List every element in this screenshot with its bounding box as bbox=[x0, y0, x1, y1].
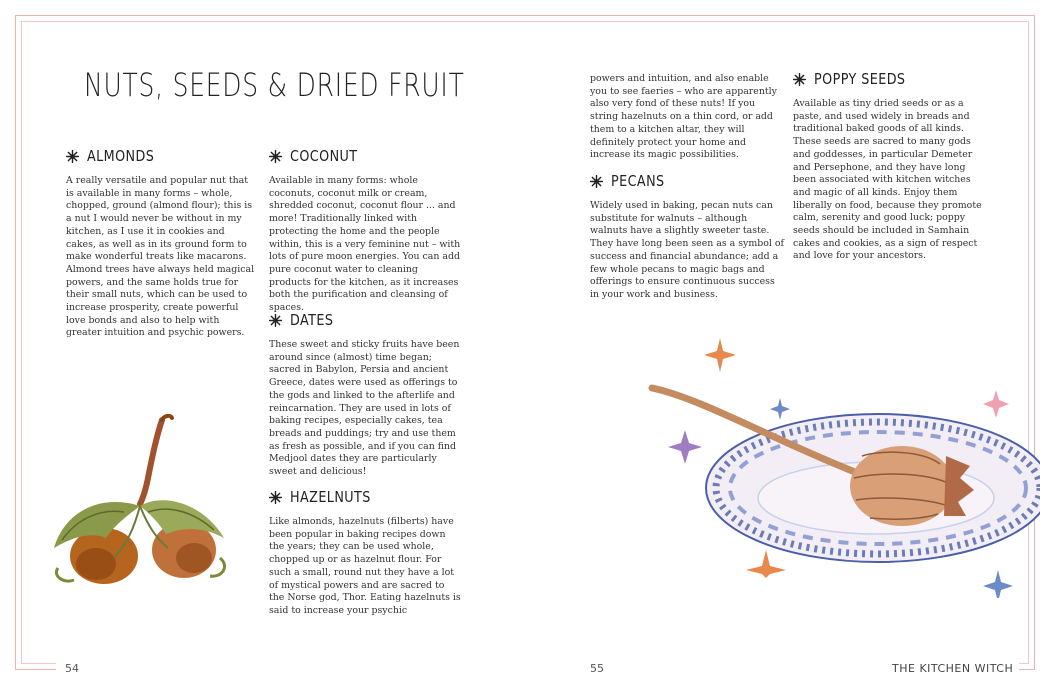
section-dates bbox=[269, 311, 461, 479]
page-number-left: 54 bbox=[60, 662, 84, 675]
section-title-coconut: COCONUT bbox=[290, 147, 358, 165]
section-body-hazelnuts-continued: powers and intuition, and also enable you to see faeries – who are apparently also very fond of these nuts! If you string hazelnuts on a thin cord, or add them to a kitchen altar, they will definitely protect your home and increase its magic possibilities. bbox=[590, 73, 777, 161]
footer-gap-left bbox=[56, 660, 596, 674]
section-pecans bbox=[590, 172, 785, 302]
hazelnut-illustration bbox=[44, 408, 234, 598]
section-body-hazelnuts: Like almonds, hazelnuts (filberts) have been popular in baking recipes down the years; they can be used whole, chopped up or as hazelnut flour. For such a small, round nut they have a lot of mystical powers and are sacred to the Norse god, Thor. Eating hazelnuts is said to increase your psychic bbox=[269, 516, 461, 616]
asterisk-star-icon bbox=[793, 73, 806, 86]
section-poppy-seeds bbox=[793, 70, 985, 263]
section-title-dates: DATES bbox=[290, 311, 334, 329]
section-body-pecans: Widely used in baking, pecan nuts can substitute for walnuts – although walnuts have a slightly sweeter taste. They have long been seen as a symbol of success and financial abundance; add a few whole pecans to magic bags and offerings to ensure continuous success in your work and business. bbox=[590, 200, 784, 300]
asterisk-star-icon bbox=[66, 150, 79, 163]
section-title-hazelnuts: HAZELNUTS bbox=[290, 488, 371, 506]
section-title-almonds: ALMONDS bbox=[87, 147, 155, 165]
section-almonds bbox=[66, 147, 256, 340]
section-body-coconut: Available in many forms: whole coconuts, coconut milk or cream, shredded coconut, coconut flour ... and more! Traditionally linked with protecting the home and the people within, this is a very feminine nut – with lots of pure moon energies. You can add pure coconut water to cleaning products for the kitchen, as it increases both the purification and cleansing of spaces. bbox=[269, 175, 461, 314]
section-hazelnuts bbox=[269, 488, 461, 618]
section-coconut bbox=[269, 147, 461, 315]
section-body-dates: These sweet and sticky fruits have been around since (almost) time began; sacred in Babylon, Persia and ancient Greece, dates were used as offerings to the gods and linked to the afterlife and reincarnation. They are used in lots of baking recipes, especially cakes, tea breads and puddings; try and use them as fresh as possible, and if you can find Medjool dates they are particularly sweet and delicious! bbox=[269, 339, 460, 478]
asterisk-star-icon bbox=[269, 491, 282, 504]
poppy-plate-illustration bbox=[640, 338, 1040, 598]
section-body-poppy-seeds: Available as tiny dried seeds or as a paste, and used widely in breads and traditional baked goods of all kinds. These seeds are sacred to many gods and goddesses, in particular Demeter and Persephone, and they have long been associated with kitchen witches and magic of all kinds. Enjoy them liberally on food, because they promote calm, serenity and good luck; poppy seeds should be included in Samhain cakes and cookies, as a sign of respect and love for your ancestors. bbox=[793, 98, 982, 262]
running-head: THE KITCHEN WITCH bbox=[886, 662, 1019, 675]
section-title-poppy-seeds: POPPY SEEDS bbox=[814, 70, 906, 88]
asterisk-star-icon bbox=[590, 175, 603, 188]
section-hazelnuts-continued bbox=[590, 73, 785, 162]
page-title: NUTS, SEEDS & DRIED FRUIT bbox=[84, 66, 465, 104]
asterisk-star-icon bbox=[269, 150, 282, 163]
page-number-right: 55 bbox=[585, 662, 609, 675]
footer-gap-right bbox=[590, 660, 890, 674]
section-title-pecans: PECANS bbox=[611, 172, 665, 190]
section-body-almonds: A really versatile and popular nut that is available in many forms – whole, chopped, ground (almond flour); this is a nut I would never be without in my kitchen, as I use it in cookies and cakes, as well as in its ground form to make wonderful treats like macarons. Almond trees have always held magical powers, and the same holds true for their small nuts, which can be used to increase prosperity, create powerful love bonds and also to help with greater intuition and psychic powers. bbox=[66, 175, 255, 339]
asterisk-star-icon bbox=[269, 314, 282, 327]
